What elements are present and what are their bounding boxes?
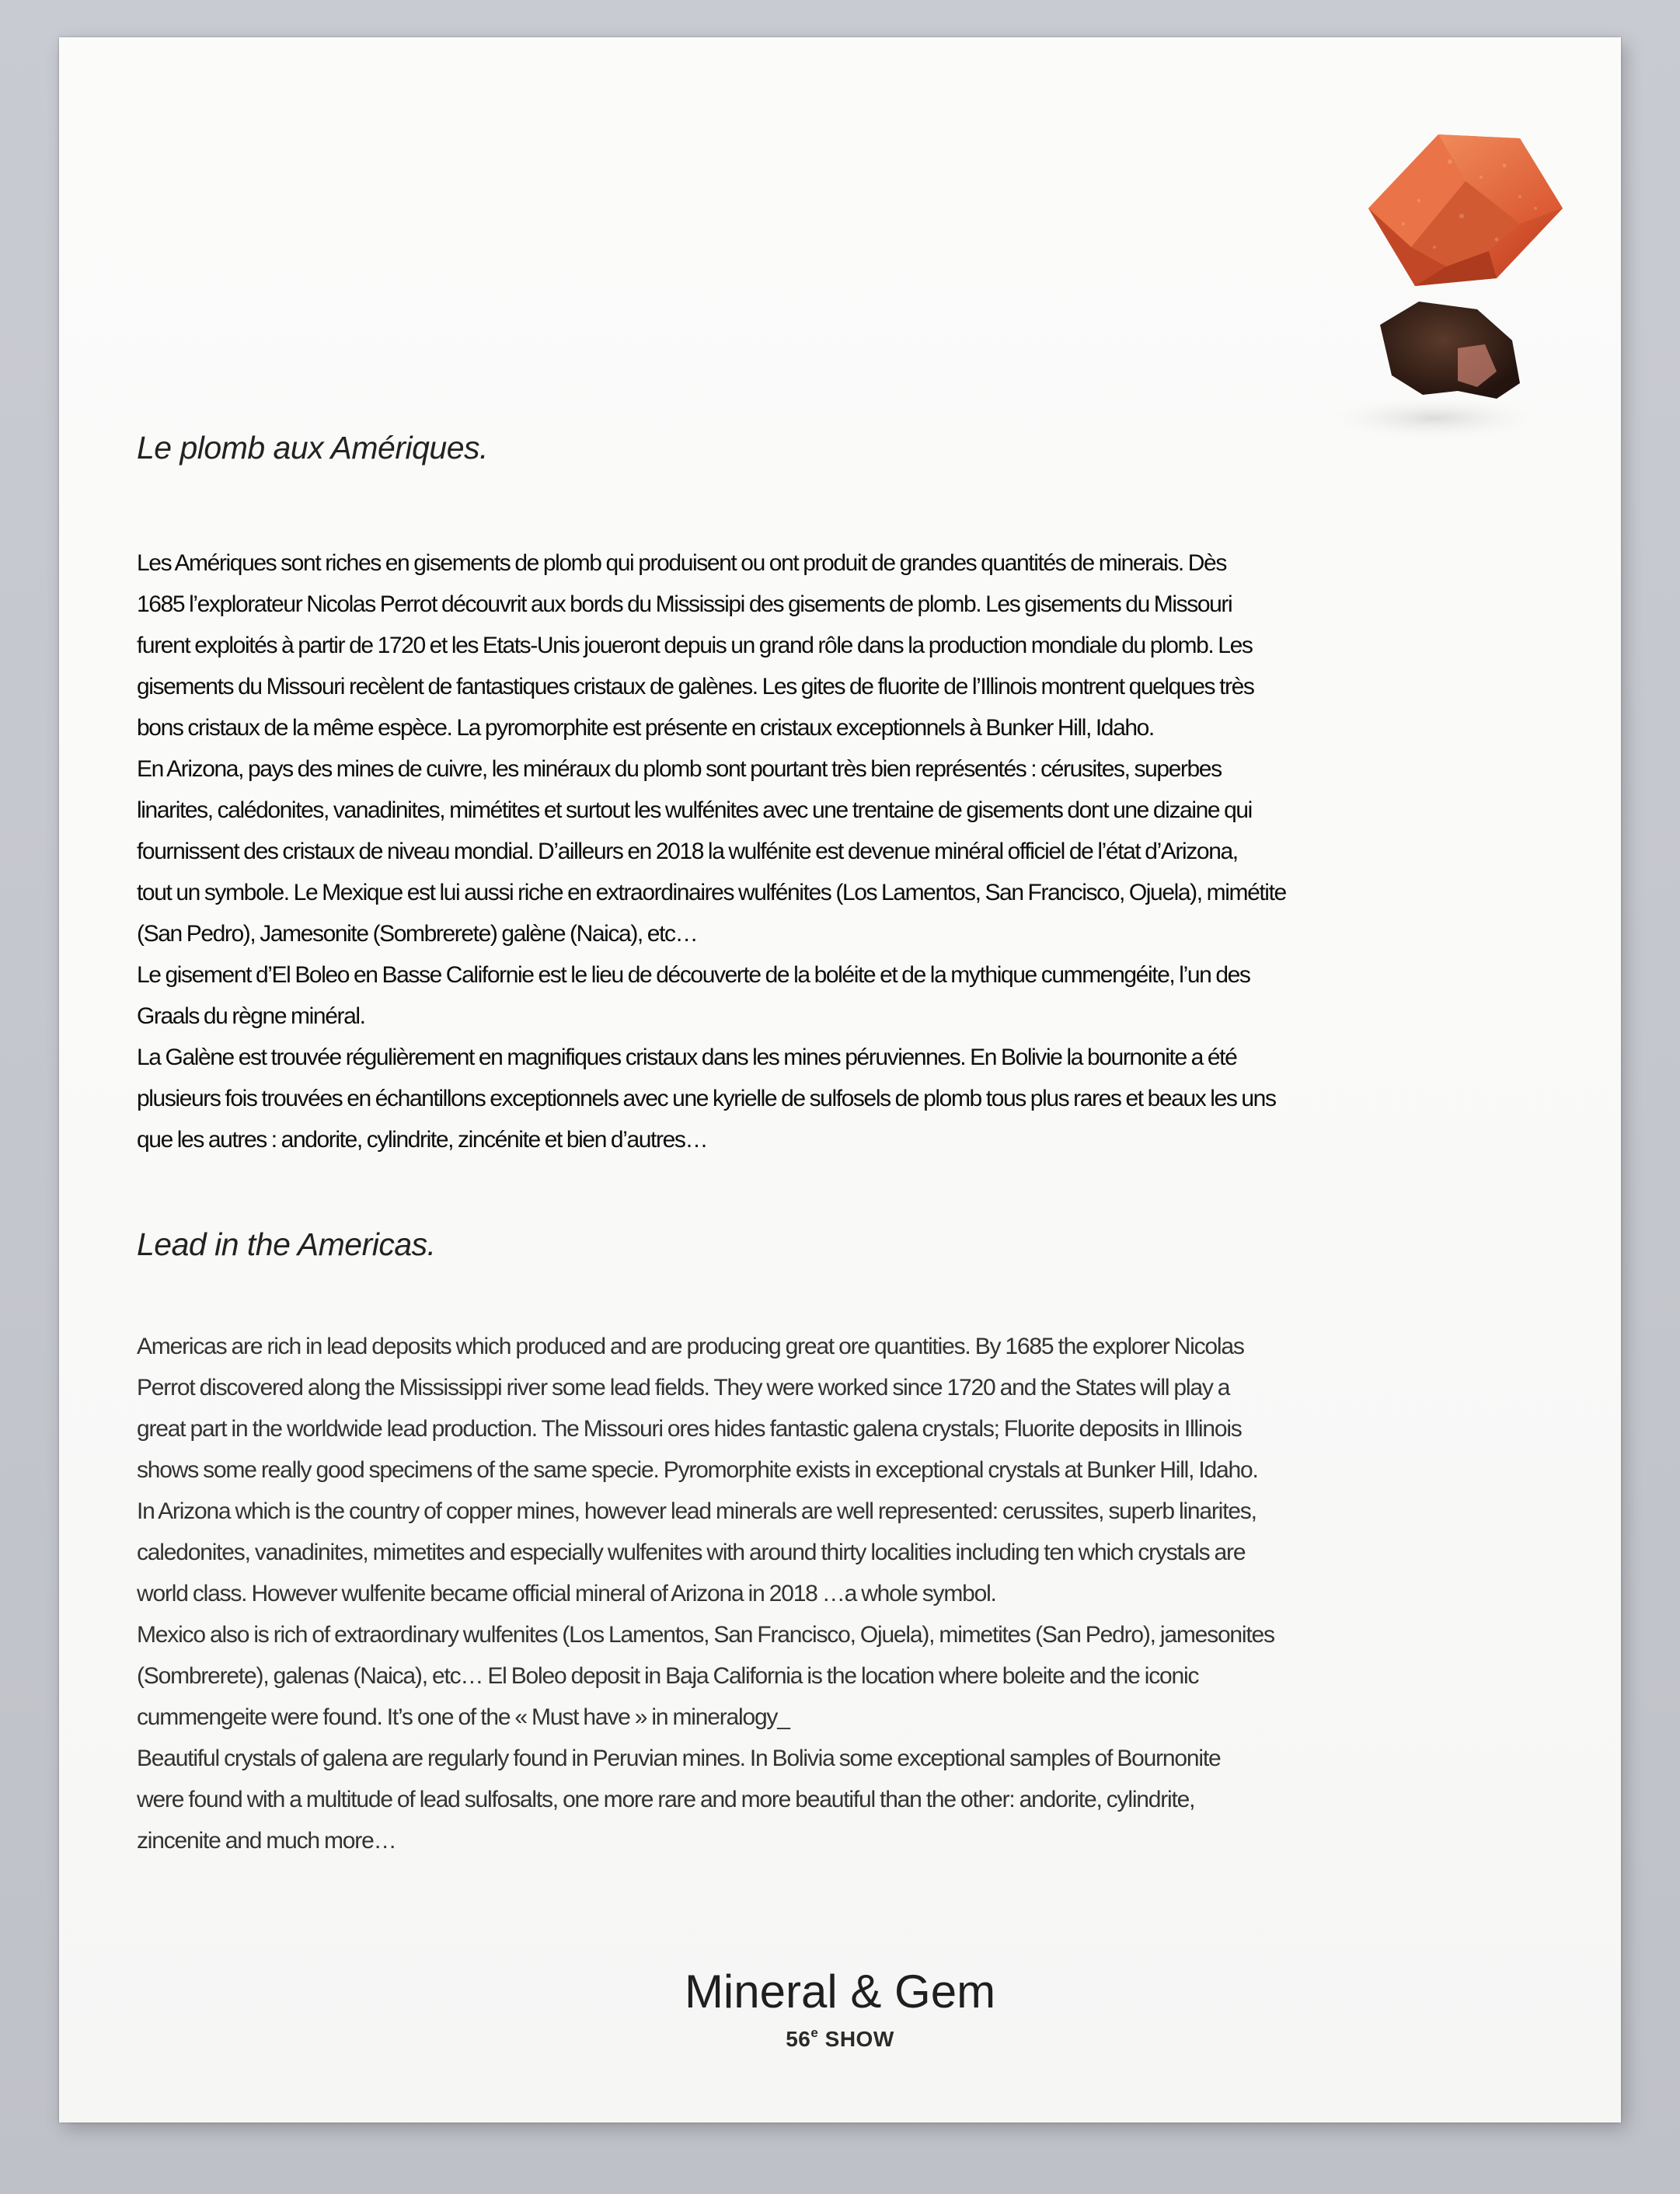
text-line: zincenite and much more… xyxy=(137,1828,396,1854)
text-line: Perrot discovered along the Mississippi river some lead fields. They were worked since 1720 and the States will play a xyxy=(137,1375,1230,1400)
text-line: En Arizona, pays des mines de cuivre, les minéraux du plomb sont pourtant très bien représentés : cérusites, superbes xyxy=(137,756,1222,782)
text-line: tout un symbole. Le Mexique est lui aussi riche en extraordinaires wulfénites (Los Lamentos, San Francisco, Ojuela), mimétite xyxy=(137,880,1286,905)
text-line: world class. However wulfenite became official mineral of Arizona in 2018 …a whole symbol. xyxy=(137,1581,996,1606)
text-line: caledonites, vanadinites, mimetites and especially wulfenites with around thirty localities including ten which crystals are xyxy=(137,1540,1246,1565)
text-line: great part in the worldwide lead production. The Missouri ores hides fantastic galena crystals; Fluorite deposits in Illinois xyxy=(137,1416,1242,1442)
text-line: fournissent des cristaux de niveau mondial. D’ailleurs en 2018 la wulfénite est devenue minéral officiel de l’état d’Arizona, xyxy=(137,839,1238,864)
text-line: Beautiful crystals of galena are regularly found in Peruvian mines. In Bolivia some exceptional samples of Bournonite xyxy=(137,1746,1221,1771)
footer-show-edition xyxy=(59,2027,1621,2052)
text-line: In Arizona which is the country of copper mines, however lead minerals are well represented: cerussites, superb linarites, xyxy=(137,1498,1257,1524)
text-line: (Sombrerete), galenas (Naica), etc… El Boleo deposit in Baja California is the location where boleite and the iconic xyxy=(137,1663,1199,1689)
french-section-title: Le plomb aux Amériques. xyxy=(137,430,488,466)
text-line: gisements du Missouri recèlent de fantastiques cristaux de galènes. Les gites de fluorite de l’Illinois montrent quelques très xyxy=(137,674,1254,699)
text-line: cummengeite were found. It’s one of the « Must have » in mineralogy_ xyxy=(137,1704,789,1730)
text-line: Americas are rich in lead deposits which produced and are producing great ore quantities. By 1685 the explorer Nicolas xyxy=(137,1334,1244,1359)
english-section-title: Lead in the Americas. xyxy=(137,1226,436,1262)
text-line: bons cristaux de la même espèce. La pyromorphite est présente en cristaux exceptionnels à Bunker Hill, Idaho. xyxy=(137,715,1154,741)
french-body-text xyxy=(137,542,1605,1160)
text-line: plusieurs fois trouvées en échantillons exceptionnels avec une kyrielle de sulfosels de plomb tous plus rares et beaux les uns xyxy=(137,1086,1276,1111)
text-line: furent exploités à partir de 1720 et les Etats-Unis joueront depuis un grand rôle dans la production mondiale du plomb. Les xyxy=(137,633,1253,658)
english-body-text xyxy=(137,1326,1605,1861)
info-card xyxy=(59,37,1621,2122)
show-ordinal-suffix: e xyxy=(810,2025,819,2040)
wulfenite-crystal-image xyxy=(1263,92,1613,480)
text-line: linarites, calédonites, vanadinites, mimétites et surtout les wulfénites avec une trentaine de gisements dont une dizaine qui xyxy=(137,797,1252,823)
text-line: que les autres : andorite, cylindrite, zincénite et bien d’autres… xyxy=(137,1127,708,1153)
text-line: Les Amériques sont riches en gisements de plomb qui produisent ou ont produit de grandes quantités de minerais. Dès xyxy=(137,550,1226,576)
text-line: (San Pedro), Jamesonite (Sombrerete) galène (Naica), etc… xyxy=(137,921,698,947)
text-line: Le gisement d’El Boleo en Basse Californie est le lieu de découverte de la boléite et de la mythique cummengéite, l’un des xyxy=(137,962,1250,988)
show-number: 56 xyxy=(786,2027,811,2051)
text-line: La Galène est trouvée régulièrement en magnifiques cristaux dans les mines péruviennes. En Bolivie la bournonite a été xyxy=(137,1045,1237,1070)
show-label: SHOW xyxy=(824,2027,894,2051)
text-line: shows some really good specimens of the same specie. Pyromorphite exists in exceptional crystals at Bunker Hill, Idaho. xyxy=(137,1457,1258,1483)
footer-brand-logo: Mineral & Gem xyxy=(684,1966,996,2018)
text-line: Graals du règne minéral. xyxy=(137,1003,365,1029)
text-line: were found with a multitude of lead sulfosalts, one more rare and more beautiful than the other: andorite, cylindrite, xyxy=(137,1787,1195,1812)
text-line: 1685 l’explorateur Nicolas Perrot découvrit aux bords du Mississipi des gisements de plomb. Les gisements du Missouri xyxy=(137,591,1232,617)
text-line: Mexico also is rich of extraordinary wulfenites (Los Lamentos, San Francisco, Ojuela), mimetites (San Pedro), jamesonites xyxy=(137,1622,1274,1648)
